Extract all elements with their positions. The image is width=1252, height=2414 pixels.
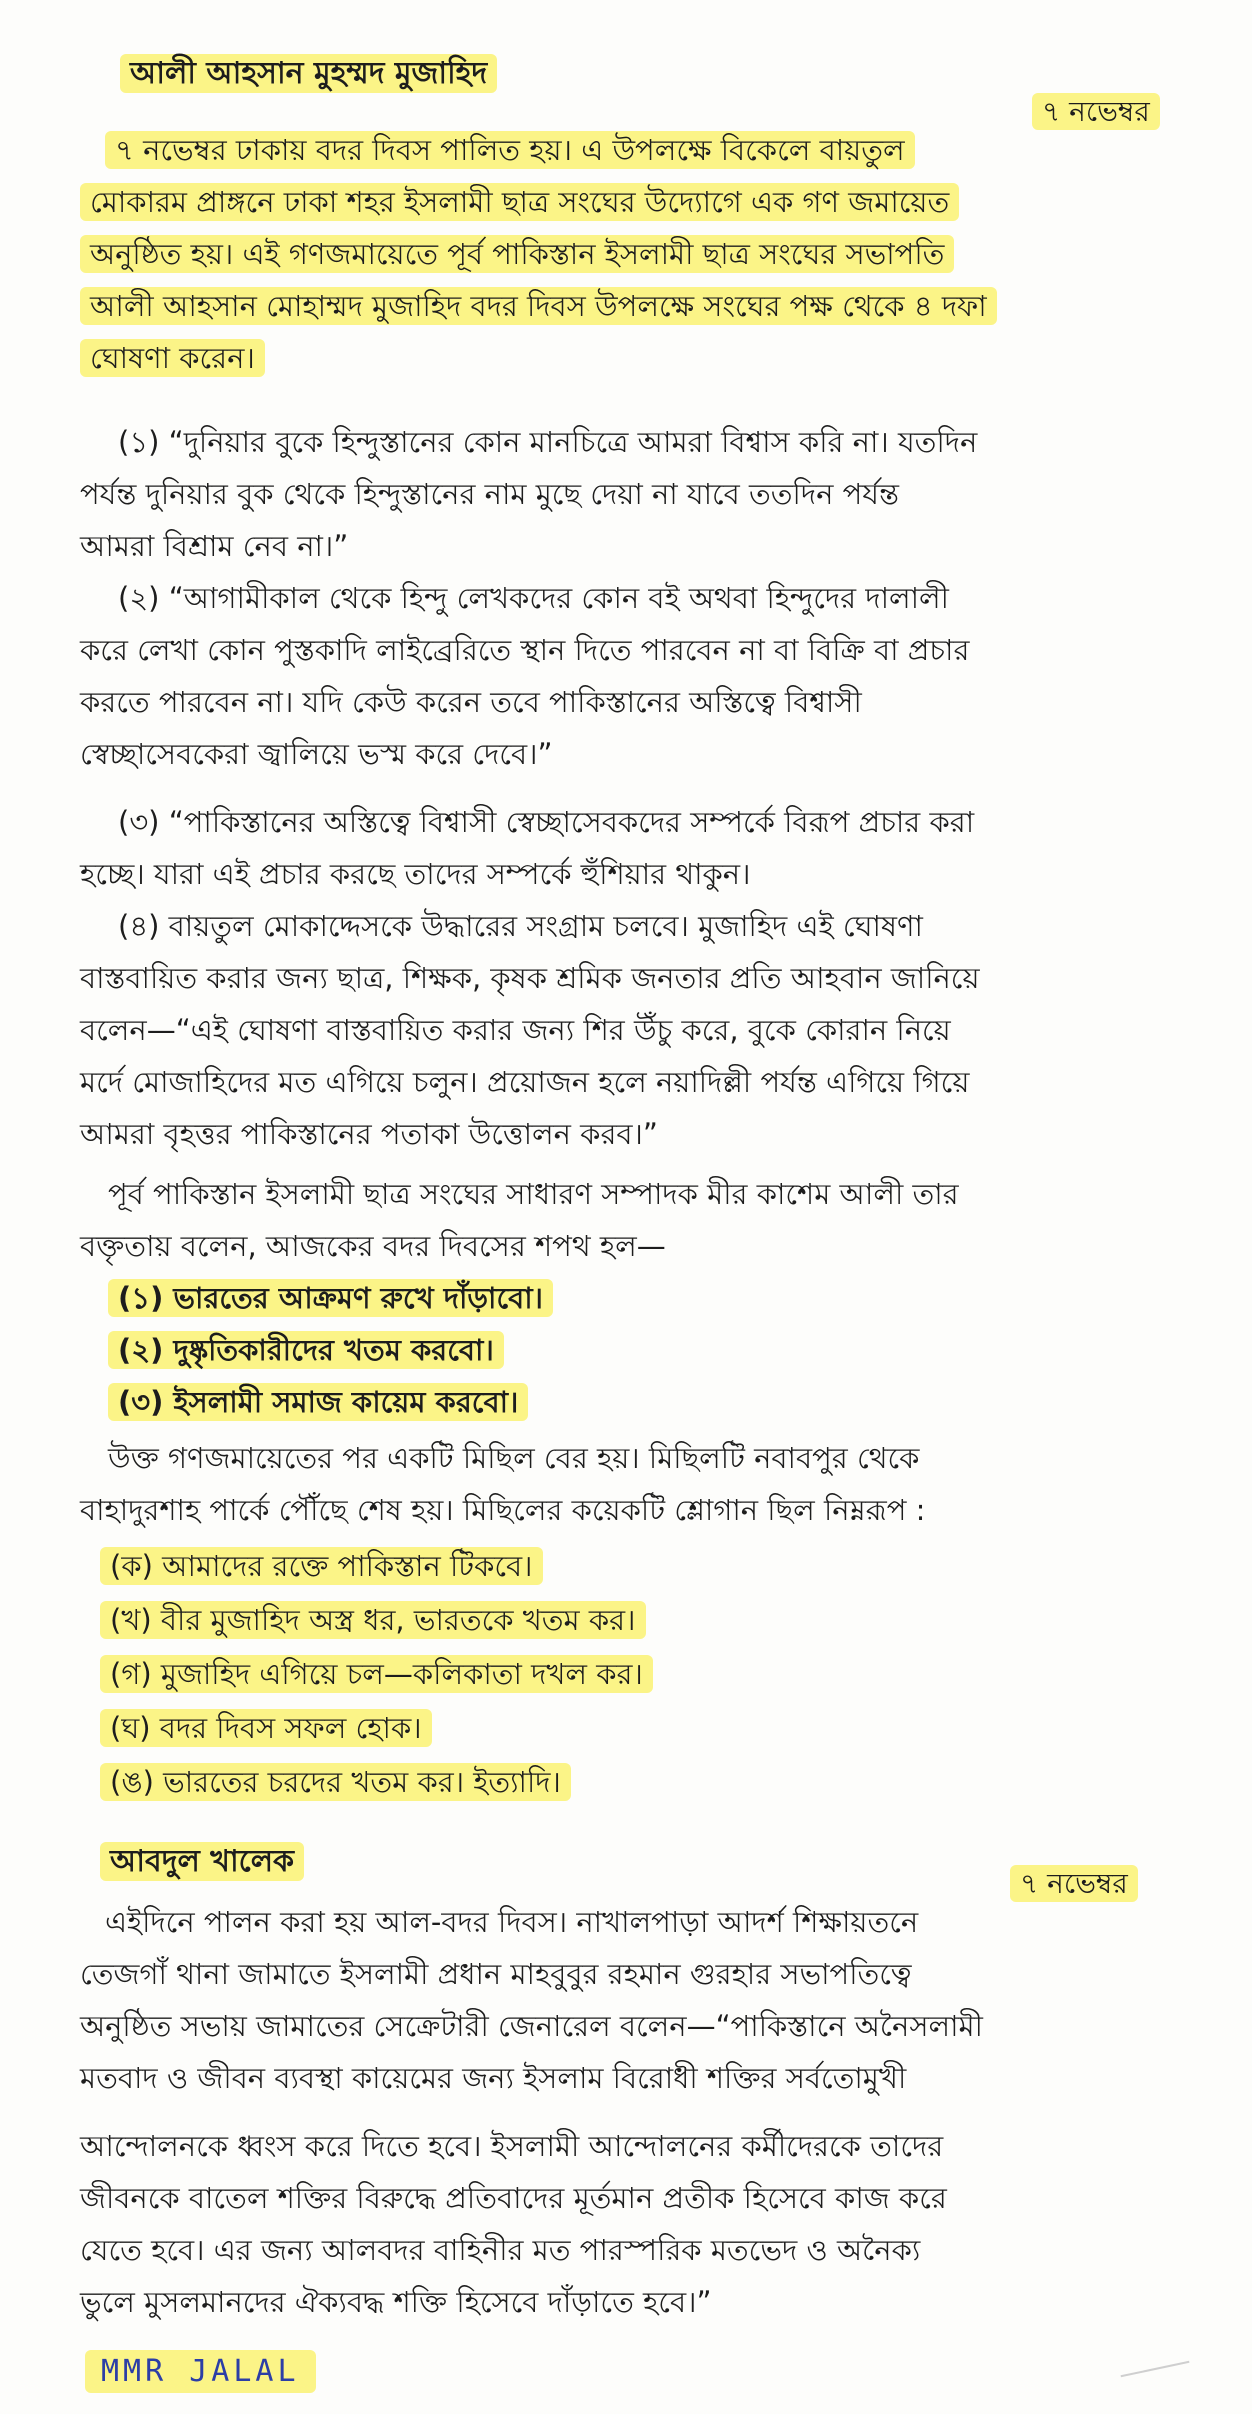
body-line: তেজগাঁ থানা জামাতে ইসলামী প্রধান মাহবুবুর রহমান গুরহার সভাপতিত্বে (80, 1957, 912, 1991)
slogan-item: (ঘ) বদর দিবস সফল হোক। (100, 1706, 432, 1750)
date-1: ৭ নভেম্বর (1032, 90, 1160, 137)
oath-item: (২) দুষ্কৃতিকারীদের খতম করবো। (108, 1328, 504, 1372)
declaration-point-4: মর্দে মোজাহিদের মত এগিয়ে চলুন। প্রয়োজন হলে নয়াদিল্লী পর্যন্ত এগিয়ে গিয়ে (80, 1065, 970, 1099)
author-heading-1: আলী আহসান মুহম্মদ মুজাহিদ (120, 52, 497, 96)
slogan-item: (ক) আমাদের রক্তে পাকিস্তান টিকবে। (100, 1544, 543, 1588)
body-line: এইদিনে পালন করা হয় আল-বদর দিবস। নাখালপাড়া আদর্শ শিক্ষায়তনে (105, 1905, 919, 1939)
slogan-item: (ঙ) ভারতের চরদের খতম কর। ইত্যাদি। (100, 1760, 571, 1804)
kashem-paragraph: বক্তৃতায় বলেন, আজকের বদর দিবসের শপথ হল— (80, 1229, 666, 1263)
oath-item: (৩) ইসলামী সমাজ কায়েম করবো। (108, 1380, 528, 1424)
body-line: যেতে হবে। এর জন্য আলবদর বাহিনীর মত পারস্পরিক মতভেদ ও অনৈক্য (80, 2233, 921, 2267)
slogan-item: (গ) মুজাহিদ এগিয়ে চল—কলিকাতা দখল কর। (100, 1652, 653, 1696)
procession-paragraph: বাহাদুরশাহ পার্কে পৌঁছে শেষ হয়। মিছিলের কয়েকটি শ্লোগান ছিল নিম্নরূপ : (80, 1493, 926, 1527)
intro-line: আলী আহসান মোহাম্মদ মুজাহিদ বদর দিবস উপলক্ষে সংঘের পক্ষ থেকে ৪ দফা (80, 284, 997, 328)
pen-mark (1121, 2361, 1190, 2378)
intro-line: ৭ নভেম্বর ঢাকায় বদর দিবস পালিত হয়। এ উপলক্ষে বিকেলে বায়তুল (105, 128, 915, 172)
declaration-point-4: আমরা বৃহত্তর পাকিস্তানের পতাকা উত্তোলন করব।” (80, 1117, 658, 1151)
kashem-paragraph: পূর্ব পাকিস্তান ইসলামী ছাত্র সংঘের সাধারণ সম্পাদক মীর কাশেম আলী তার (108, 1177, 959, 1211)
body-line: জীবনকে বাতেল শক্তির বিরুদ্ধে প্রতিবাদের মূর্তমান প্রতীক হিসেবে কাজ করে (80, 2181, 947, 2215)
intro-line: অনুষ্ঠিত হয়। এই গণজমায়েতে পূর্ব পাকিস্তান ইসলামী ছাত্র সংঘের সভাপতি (80, 232, 954, 276)
declaration-point-3: হচ্ছে। যারা এই প্রচার করছে তাদের সম্পর্কে হুঁশিয়ার থাকুন। (80, 857, 751, 891)
oath-item: (১) ভারতের আক্রমণ রুখে দাঁড়াবো। (108, 1276, 553, 1320)
slogan-item: (খ) বীর মুজাহিদ অস্ত্র ধর, ভারতকে খতম কর। (100, 1598, 646, 1642)
declaration-point-1: আমরা বিশ্রাম নেব না।” (80, 529, 349, 563)
body-line: মতবাদ ও জীবন ব্যবস্থা কায়েমের জন্য ইসলাম বিরোধী শক্তির সর্বতোমুখী (80, 2061, 907, 2095)
declaration-point-2: করতে পারবেন না। যদি কেউ করেন তবে পাকিস্তানের অস্তিত্বে বিশ্বাসী (80, 685, 862, 719)
body-line: ভুলে মুসলমানদের ঐক্যবদ্ধ শক্তি হিসেবে দাঁড়াতে হবে।” (80, 2285, 712, 2319)
body-line: আন্দোলনকে ধ্বংস করে দিতে হবে। ইসলামী আন্দোলনের কর্মীদেরকে তাদের (80, 2129, 944, 2163)
declaration-point-2: (২) “আগামীকাল থেকে হিন্দু লেখকদের কোন বই অথবা হিন্দুদের দালালী (118, 581, 949, 615)
declaration-point-1: (১) “দুনিয়ার বুকে হিন্দুস্তানের কোন মানচিত্রে আমরা বিশ্বাস করি না। যতদিন (118, 425, 978, 459)
intro-line: ঘোষণা করেন। (80, 336, 265, 380)
declaration-point-2: স্বেচ্ছাসেবকেরা জ্বালিয়ে ভস্ম করে দেবে।” (80, 737, 553, 771)
declaration-point-2: করে লেখা কোন পুস্তকাদি লাইব্রেরিতে স্থান দিতে পারবেন না বা বিক্রি বা প্রচার (80, 633, 970, 667)
declaration-point-4: বাস্তবায়িত করার জন্য ছাত্র, শিক্ষক, কৃষক শ্রমিক জনতার প্রতি আহবান জানিয়ে (80, 961, 980, 995)
procession-paragraph: উক্ত গণজমায়েতের পর একটি মিছিল বের হয়। মিছিলটি নবাবপুর থেকে (108, 1441, 920, 1475)
body-line: অনুষ্ঠিত সভায় জামাতের সেক্রেটারী জেনারেল বলেন—“পাকিস্তানে অনৈসলামী (80, 2009, 983, 2043)
declaration-point-3: (৩) “পাকিস্তানের অস্তিত্বে বিশ্বাসী স্বেচ্ছাসেবকদের সম্পর্কে বিরূপ প্রচার করা (118, 805, 975, 839)
declaration-point-4: বলেন—“এই ঘোষণা বাস্তবায়িত করার জন্য শির উঁচু করে, বুকে কোরান নিয়ে (80, 1013, 951, 1047)
date-2: ৭ নভেম্বর (1010, 1862, 1138, 1909)
author-heading-2: আবদুল খালেক (100, 1840, 304, 1884)
intro-line: মোকারম প্রাঙ্গনে ঢাকা শহর ইসলামী ছাত্র সংঘের উদ্যোগে এক গণ জমায়েত (80, 180, 959, 224)
declaration-point-4: (৪) বায়তুল মোকাদ্দেসকে উদ্ধারের সংগ্রাম চলবে। মুজাহিদ এই ঘোষণা (118, 909, 923, 943)
declaration-point-1: পর্যন্ত দুনিয়ার বুক থেকে হিন্দুস্তানের নাম মুছে দেয়া না যাবে ততদিন পর্যন্ত (80, 477, 899, 511)
handwritten-signature: MMR JALAL (85, 2350, 316, 2393)
